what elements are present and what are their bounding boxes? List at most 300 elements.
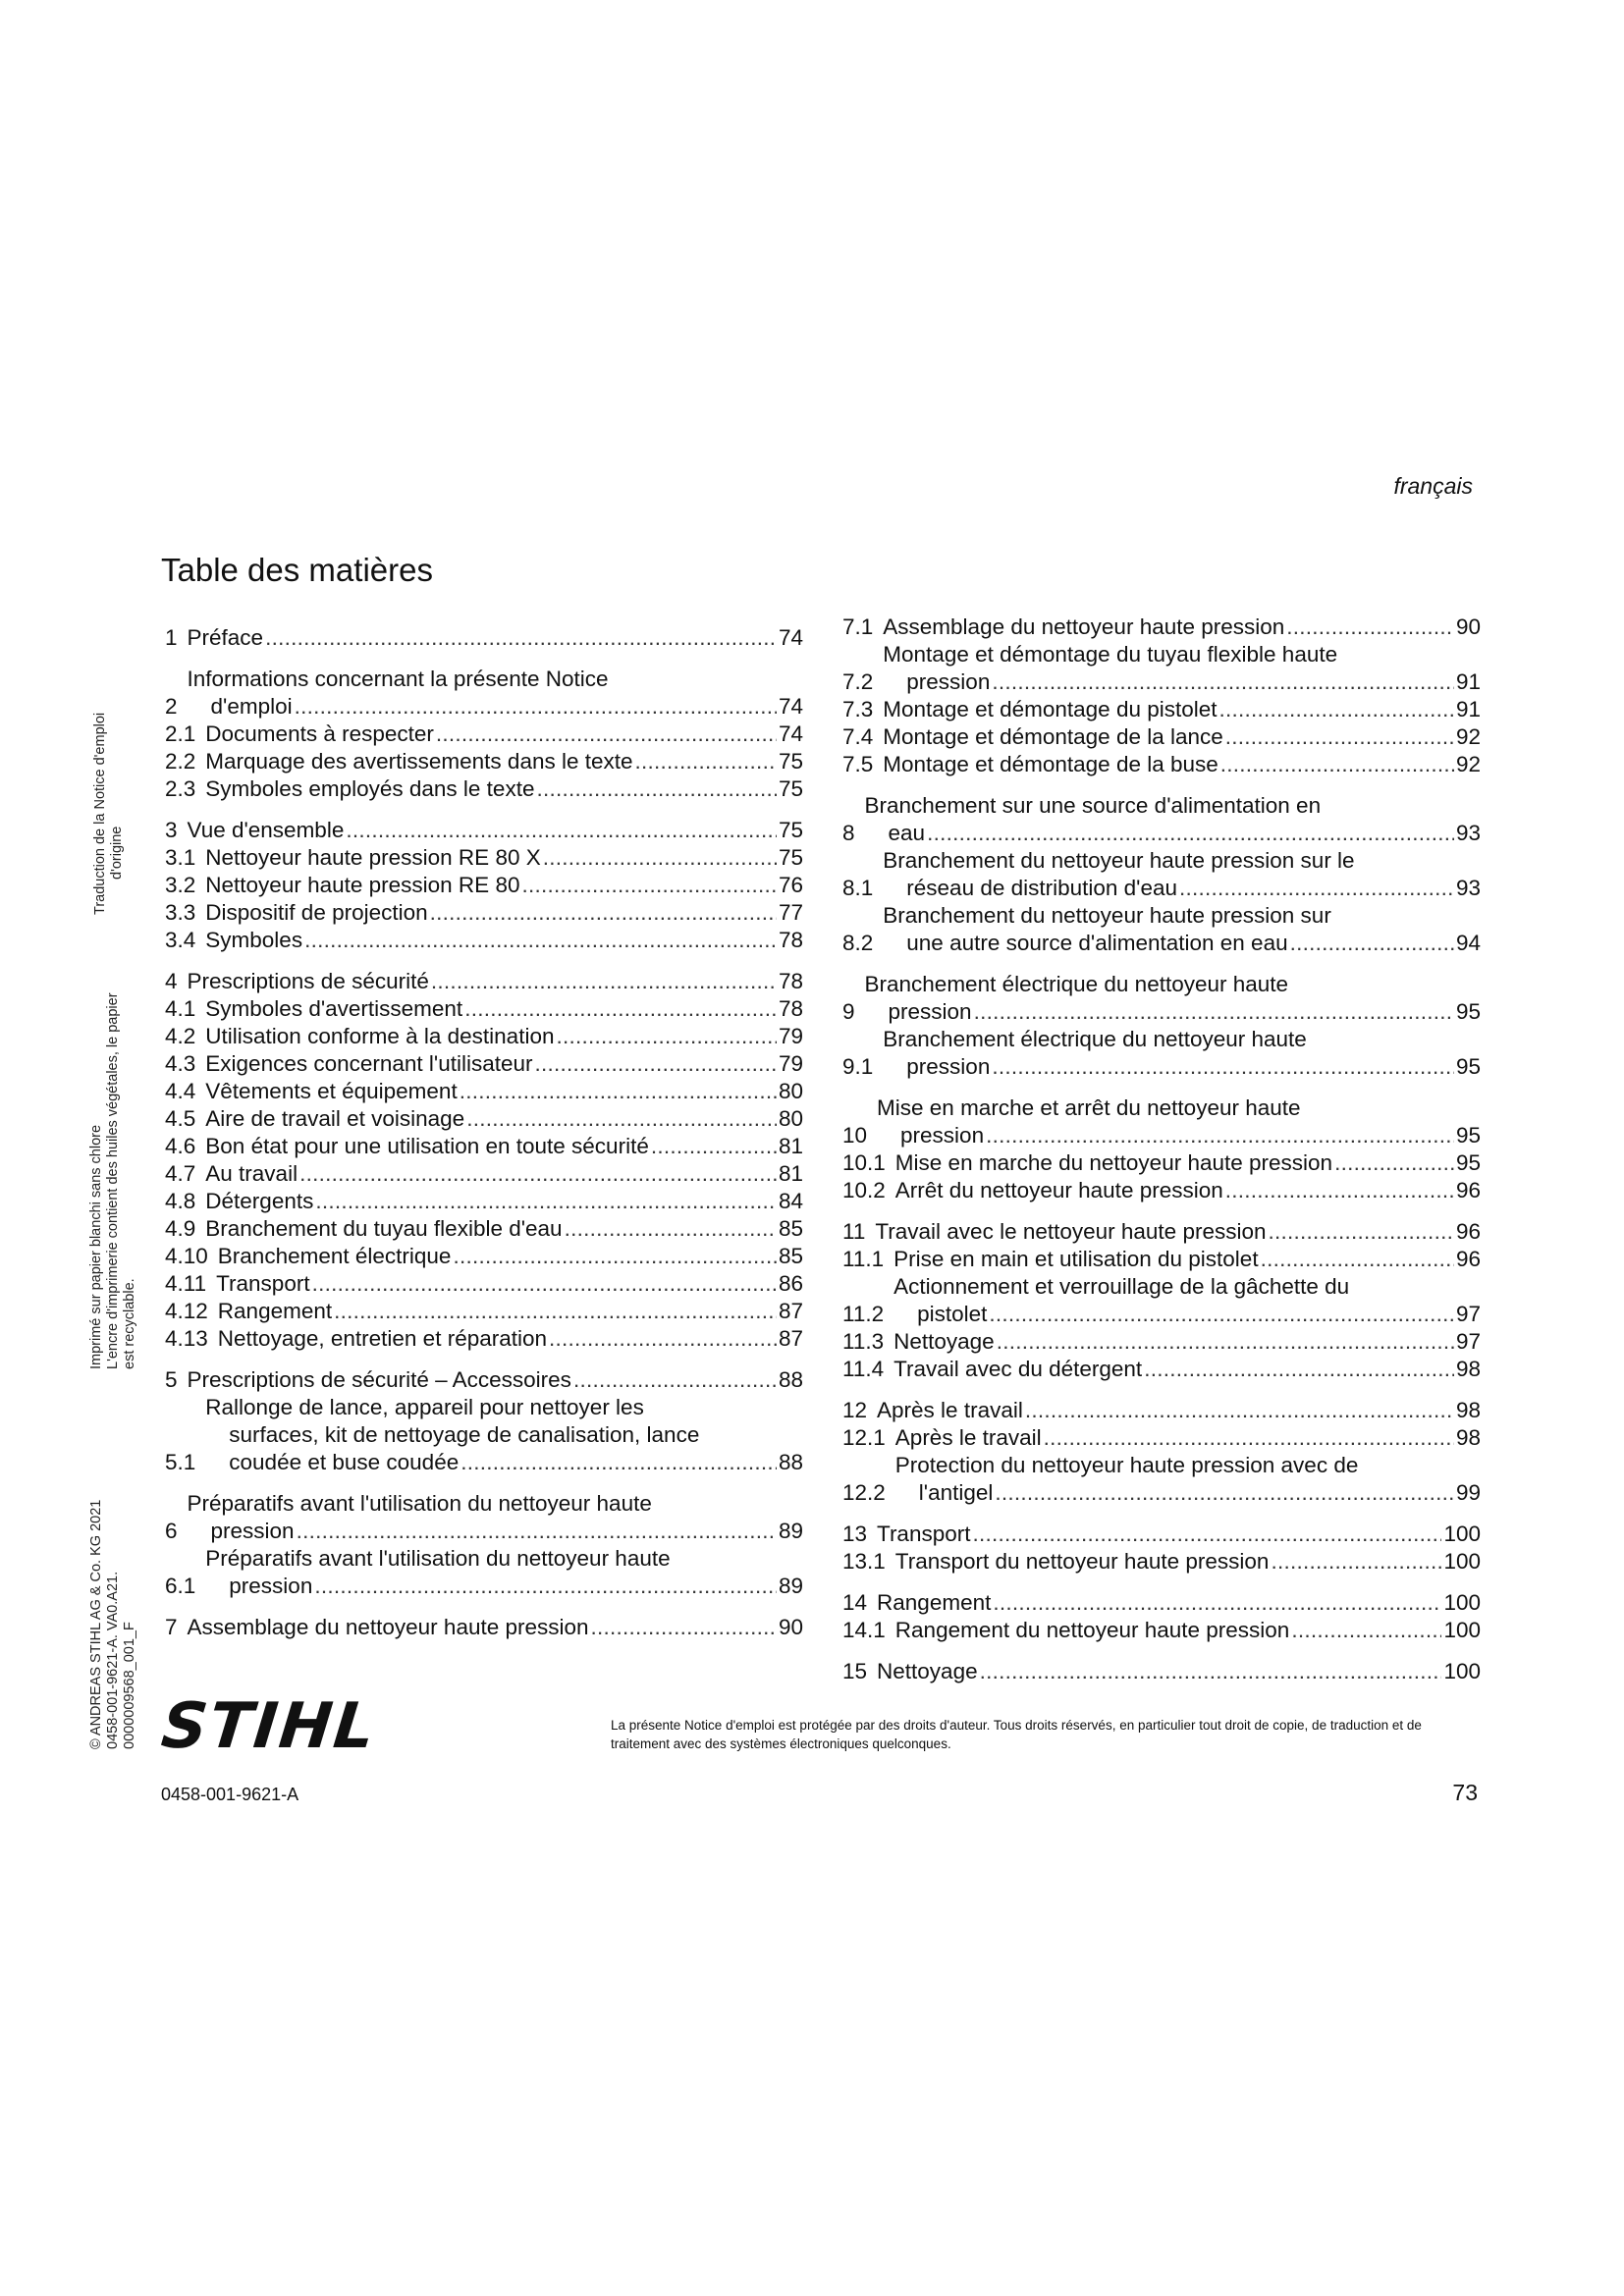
toc-entry-number: 3.2 (165, 873, 196, 897)
toc-entry (842, 1177, 1481, 1204)
toc-leader-dots (535, 1050, 777, 1078)
toc-leader-dots (974, 998, 1454, 1026)
toc-entry (165, 624, 803, 652)
toc-entry-title: Transport (216, 1271, 310, 1296)
toc-entry-number: 4.12 (165, 1299, 208, 1323)
toc-leader-dots (543, 844, 777, 872)
toc-entry (842, 1246, 1481, 1273)
toc-entry-page: 78 (778, 928, 803, 952)
toc-entry-title: Montage et démontage de la buse (883, 752, 1218, 776)
toc-entry-page: 94 (1455, 931, 1481, 955)
toc-entry-page: 97 (1455, 1302, 1481, 1326)
toc-entry-page: 95 (1455, 1054, 1481, 1079)
toc-entry-title: Branchement électrique (217, 1244, 452, 1268)
toc-entry (165, 1325, 803, 1353)
toc-entry-number: 4 (165, 969, 178, 993)
toc-leader-dots (460, 1078, 777, 1105)
toc-entry-number: 11 (842, 1219, 866, 1244)
toc-entry (842, 1328, 1481, 1356)
toc-entry-title: pression (210, 1519, 295, 1543)
toc-entry-page: 90 (1455, 614, 1481, 639)
toc-leader-dots (453, 1243, 777, 1270)
toc-entry-number: 4.8 (165, 1189, 196, 1213)
sidebar-translation-line: d'origine (109, 826, 125, 880)
toc-entry-title: Rallonge de lance, appareil pour nettoyer les (205, 1395, 644, 1419)
toc-entry-page: 87 (778, 1326, 803, 1351)
toc-leader-dots (651, 1133, 777, 1160)
toc-entry (165, 872, 803, 899)
toc-leader-dots (1271, 1548, 1441, 1575)
toc-entry-page: 75 (778, 776, 803, 801)
toc-leader-dots (334, 1298, 777, 1325)
toc-leader-dots (549, 1325, 777, 1353)
toc-entry-number: 7.3 (842, 697, 874, 721)
toc-entry (165, 968, 803, 995)
toc-entry-title: Branchement électrique du nettoyeur haute (864, 972, 1289, 996)
toc-entry-number: 4.10 (165, 1244, 208, 1268)
toc-entry-title: Nettoyeur haute pression RE 80 X (205, 845, 541, 870)
toc-entry-title: une autre source d'alimentation en eau (906, 931, 1288, 955)
toc-entry (842, 1218, 1481, 1246)
sidebar-copyright-note (88, 1500, 138, 1749)
toc-entry-page: 91 (1455, 669, 1481, 694)
sidebar-paper-line: Imprimé sur papier blanchi sans chlore (88, 1124, 104, 1369)
toc-entry-number: 4.9 (165, 1216, 196, 1241)
toc-entry-page: 93 (1455, 821, 1481, 845)
toc-entry-number: 11.2 (842, 1302, 885, 1326)
toc-entry (842, 1149, 1481, 1177)
toc-entry-title: Protection du nettoyeur haute pression avec de (894, 1453, 1359, 1477)
toc-entry-page: 95 (1455, 999, 1481, 1024)
toc-entry-page: 96 (1455, 1247, 1481, 1271)
toc-entry-page: 91 (1455, 697, 1481, 721)
toc-entry-page: 96 (1455, 1178, 1481, 1202)
toc-entry-title: Branchement du nettoyeur haute pression sur le (883, 848, 1355, 873)
toc-entry-title: Branchement du tuyau flexible d'eau (205, 1216, 563, 1241)
toc-leader-dots (1225, 1177, 1454, 1204)
toc-entry (165, 1023, 803, 1050)
toc-entry-title: Préparatifs avant l'utilisation du nettoyeur haute (187, 1491, 652, 1516)
toc-entry-page: 98 (1455, 1425, 1481, 1450)
toc-entry-title: pression (906, 1054, 991, 1079)
toc-leader-dots (1179, 875, 1454, 902)
toc-entry-number: 14 (842, 1590, 868, 1615)
toc-leader-dots (295, 693, 777, 721)
toc-entry-number: 9 (842, 999, 855, 1024)
toc-entry-page: 76 (778, 873, 803, 897)
toc-entry-title: pistolet (917, 1302, 988, 1326)
toc-leader-dots (556, 1023, 776, 1050)
toc-leader-dots (565, 1215, 777, 1243)
toc-entry-number: 7.2 (842, 669, 874, 694)
toc-entry (842, 1521, 1481, 1548)
toc-leader-dots (1290, 930, 1454, 957)
toc-leader-dots (927, 820, 1454, 847)
toc-entry (165, 1394, 803, 1476)
toc-entry-page: 95 (1455, 1150, 1481, 1175)
document-reference: 0458-001-9621-A (161, 1785, 299, 1804)
toc-entry-page: 74 (778, 694, 803, 719)
toc-entry-title: pression (229, 1574, 313, 1598)
toc-leader-dots (265, 624, 777, 652)
toc-entry-title: réseau de distribution d'eau (906, 876, 1178, 900)
toc-entry-page: 90 (778, 1615, 803, 1639)
toc-entry (842, 971, 1481, 1026)
toc-leader-dots (591, 1614, 777, 1641)
toc-entry (165, 1105, 803, 1133)
toc-entry (165, 1366, 803, 1394)
toc-entry-number: 10.2 (842, 1178, 886, 1202)
toc-entry-title: Documents à respecter (205, 721, 434, 746)
toc-entry-number: 7.4 (842, 724, 874, 749)
toc-entry-number: 7 (165, 1615, 178, 1639)
toc-entry-title: Prescriptions de sécurité – Accessoires (187, 1367, 571, 1392)
toc-entry-title: pression (888, 999, 972, 1024)
toc-entry-page: 81 (778, 1134, 803, 1158)
toc-entry-title: Branchement électrique du nettoyeur haute (883, 1027, 1307, 1051)
toc-leader-dots (430, 899, 777, 927)
toc-entry-title: Transport (877, 1522, 971, 1546)
toc-entry (842, 847, 1481, 902)
toc-entry-number: 7.1 (842, 614, 874, 639)
toc-entry-title: Branchement du nettoyeur haute pression sur (883, 903, 1331, 928)
toc-entry (842, 1617, 1481, 1644)
toc-leader-dots (992, 668, 1454, 696)
toc-left-column (165, 624, 803, 1641)
toc-entry-number: 8.1 (842, 876, 874, 900)
copyright-notice: La présente Notice d'emploi est protégée par des droits d'auteur. Tous droits réservés, en particulier tout droit de copie, de traduction et de traitement avec des systèmes électroniques quelconques. (611, 1718, 1422, 1751)
toc-entry-title: Nettoyage (893, 1329, 995, 1354)
toc-entry-page: 85 (778, 1216, 803, 1241)
toc-entry-page: 81 (778, 1161, 803, 1186)
toc-entry-title: Au travail (205, 1161, 298, 1186)
toc-leader-dots (980, 1658, 1442, 1685)
toc-entry (165, 775, 803, 803)
toc-entry-number: 10 (842, 1123, 868, 1148)
toc-entry-page: 92 (1455, 752, 1481, 776)
toc-entry (842, 614, 1481, 641)
toc-entry-page: 88 (778, 1450, 803, 1474)
toc-entry-title: Mise en marche du nettoyeur haute pression (894, 1150, 1333, 1175)
toc-entry-number: 13.1 (842, 1549, 886, 1574)
toc-entry-title: Préparatifs avant l'utilisation du nettoyeur haute (205, 1546, 671, 1571)
toc-entry (842, 723, 1481, 751)
toc-entry-title: Montage et démontage du pistolet (883, 697, 1218, 721)
toc-entry-number: 2.3 (165, 776, 196, 801)
toc-entry-title: Symboles (205, 928, 303, 952)
toc-entry-title: Symboles d'avertissement (205, 996, 463, 1021)
toc-entry-number: 4.13 (165, 1326, 208, 1351)
toc-entry-page: 100 (1443, 1549, 1481, 1574)
toc-entry-page: 96 (1455, 1219, 1481, 1244)
toc-entry-page: 74 (778, 721, 803, 746)
toc-entry (842, 641, 1481, 696)
toc-entry-title: surfaces, kit de nettoyage de canalisation, lance (229, 1422, 700, 1447)
toc-entry-title: Exigences concernant l'utilisateur (205, 1051, 533, 1076)
sidebar-paper-note (88, 992, 138, 1369)
toc-entry-page: 84 (778, 1189, 803, 1213)
toc-entry-title: Transport du nettoyeur haute pression (894, 1549, 1270, 1574)
toc-entry-page: 78 (778, 996, 803, 1021)
toc-entry-page: 75 (778, 749, 803, 774)
page-number: 73 (1452, 1780, 1478, 1805)
toc-entry-title: pression (900, 1123, 985, 1148)
toc-entry-title: Actionnement et verrouillage de la gâchette du (893, 1274, 1350, 1299)
toc-entry-number: 5 (165, 1367, 178, 1392)
toc-entry-title: Montage et démontage de la lance (883, 724, 1223, 749)
toc-entry (165, 1160, 803, 1188)
toc-entry-title: Bon état pour une utilisation en toute sécurité (205, 1134, 649, 1158)
toc-entry-number: 12.2 (842, 1480, 886, 1505)
toc-entry-number: 2 (165, 694, 178, 719)
toc-leader-dots (1261, 1246, 1454, 1273)
toc-entry-number: 4.11 (165, 1271, 207, 1296)
toc-entry (842, 1026, 1481, 1081)
toc-entry-title: Nettoyeur haute pression RE 80 (205, 873, 520, 897)
toc-entry-page: 79 (778, 1024, 803, 1048)
toc-right-column (842, 614, 1481, 1685)
toc-entry-title: Montage et démontage du tuyau flexible haute (883, 642, 1338, 667)
toc-entry-title: l'antigel (918, 1480, 994, 1505)
sidebar-translation-line: Traduction de la Notice d'emploi (92, 712, 108, 915)
toc-entry-title: Assemblage du nettoyeur haute pression (187, 1615, 589, 1639)
toc-leader-dots (299, 1160, 777, 1188)
toc-entry (842, 792, 1481, 847)
toc-leader-dots (992, 1053, 1454, 1081)
toc-entry (165, 1270, 803, 1298)
toc-entry-page: 88 (778, 1367, 803, 1392)
toc-entry-title: Nettoyage, entretien et réparation (217, 1326, 548, 1351)
toc-entry-title: Prescriptions de sécurité (187, 969, 429, 993)
toc-entry-page: 78 (778, 969, 803, 993)
toc-entry-number: 1 (165, 625, 178, 650)
toc-entry-title: Marquage des avertissements dans le texte (205, 749, 633, 774)
toc-entry-number: 8 (842, 821, 855, 845)
toc-entry (165, 1545, 803, 1600)
toc-entry-page: 97 (1455, 1329, 1481, 1354)
toc-leader-dots (431, 968, 777, 995)
sidebar-translation-note (92, 713, 126, 915)
toc-leader-dots (464, 995, 777, 1023)
stihl-logo: STIHL (158, 1690, 380, 1763)
toc-entry-number: 3.1 (165, 845, 196, 870)
toc-leader-dots (315, 1188, 777, 1215)
sidebar-copyright-line: © ANDREAS STIHL AG & Co. KG 2021 (88, 1499, 104, 1749)
toc-entry-number: 5.1 (165, 1450, 196, 1474)
toc-leader-dots (635, 748, 777, 775)
toc-entry-title: d'emploi (210, 694, 293, 719)
toc-entry (165, 1490, 803, 1545)
toc-entry-title: coudée et buse coudée (229, 1450, 460, 1474)
toc-entry-number: 6.1 (165, 1574, 196, 1598)
toc-entry-number: 4.7 (165, 1161, 196, 1186)
toc-entry (842, 1452, 1481, 1507)
toc-entry-page: 77 (778, 900, 803, 925)
toc-entry-title: Détergents (205, 1189, 314, 1213)
toc-entry-title: Symboles employés dans le texte (205, 776, 535, 801)
toc-entry-number: 6 (165, 1519, 178, 1543)
toc-entry-title: Travail avec du détergent (893, 1357, 1143, 1381)
toc-entry (842, 1548, 1481, 1575)
toc-entry-page: 100 (1443, 1590, 1481, 1615)
toc-entry (165, 817, 803, 844)
toc-leader-dots (1286, 614, 1454, 641)
toc-leader-dots (573, 1366, 777, 1394)
sidebar-copyright-line: 0458-001-9621-A. VA0.A21. (105, 1571, 121, 1749)
toc-entry-number: 11.1 (842, 1247, 885, 1271)
toc-entry (165, 748, 803, 775)
toc-entry (842, 1424, 1481, 1452)
toc-entry-title: Utilisation conforme à la destination (205, 1024, 555, 1048)
toc-entry (165, 1188, 803, 1215)
toc-entry (842, 1589, 1481, 1617)
sidebar-paper-line: est recyclable. (122, 1278, 137, 1369)
toc-entry-page: 98 (1455, 1398, 1481, 1422)
toc-entry-number: 4.2 (165, 1024, 196, 1048)
toc-entry-title: Assemblage du nettoyeur haute pression (883, 614, 1285, 639)
toc-entry-title: Arrêt du nettoyeur haute pression (894, 1178, 1223, 1202)
toc-leader-dots (995, 1479, 1454, 1507)
toc-entry-title: Après le travail (894, 1425, 1042, 1450)
toc-entry-title: Branchement sur une source d'alimentation en (864, 793, 1322, 818)
toc-entry-title: Mise en marche et arrêt du nettoyeur haute (877, 1095, 1301, 1120)
toc-leader-dots (1144, 1356, 1454, 1383)
toc-leader-dots (521, 872, 777, 899)
toc-leader-dots (460, 1449, 777, 1476)
toc-entry-number: 14.1 (842, 1618, 886, 1642)
toc-leader-dots (986, 1122, 1454, 1149)
toc-entry-title: Dispositif de projection (205, 900, 428, 925)
toc-entry-number: 10.1 (842, 1150, 886, 1175)
toc-entry-title: Préface (187, 625, 264, 650)
toc-entry-page: 89 (778, 1519, 803, 1543)
toc-leader-dots (1269, 1218, 1454, 1246)
page-title: Table des matières (161, 552, 433, 589)
toc-entry (165, 1215, 803, 1243)
toc-entry-number: 3.3 (165, 900, 196, 925)
toc-entry (165, 721, 803, 748)
toc-leader-dots (304, 927, 777, 954)
toc-entry-number: 11.3 (842, 1329, 885, 1354)
toc-entry-number: 2.2 (165, 749, 196, 774)
toc-entry-number: 7.5 (842, 752, 874, 776)
toc-entry-number: 12 (842, 1398, 868, 1422)
language-label: français (1393, 473, 1473, 499)
toc-entry-title: Vue d'ensemble (187, 818, 345, 842)
toc-leader-dots (989, 1301, 1454, 1328)
toc-entry (165, 1614, 803, 1641)
toc-entry-title: Vêtements et équipement (205, 1079, 458, 1103)
toc-entry (842, 751, 1481, 778)
toc-entry-number: 2.1 (165, 721, 196, 746)
toc-leader-dots (997, 1328, 1454, 1356)
toc-leader-dots (346, 817, 777, 844)
toc-entry-page: 80 (778, 1079, 803, 1103)
toc-entry (165, 1078, 803, 1105)
toc-entry-page: 100 (1443, 1618, 1481, 1642)
toc-entry-title: Rangement du nettoyeur haute pression (894, 1618, 1290, 1642)
toc-entry (165, 844, 803, 872)
toc-entry (842, 1356, 1481, 1383)
toc-entry-number: 4.6 (165, 1134, 196, 1158)
toc-entry-title: Rangement (877, 1590, 992, 1615)
toc-entry-number: 12.1 (842, 1425, 886, 1450)
toc-entry (165, 1050, 803, 1078)
toc-entry (165, 995, 803, 1023)
toc-entry (842, 1397, 1481, 1424)
toc-leader-dots (314, 1573, 777, 1600)
toc-entry-number: 4.4 (165, 1079, 196, 1103)
toc-entry-number: 9.1 (842, 1054, 874, 1079)
toc-leader-dots (466, 1105, 777, 1133)
toc-entry (842, 1658, 1481, 1685)
toc-entry-page: 85 (778, 1244, 803, 1268)
toc-entry-page: 79 (778, 1051, 803, 1076)
toc-entry (842, 902, 1481, 957)
toc-leader-dots (1334, 1149, 1454, 1177)
toc-entry-page: 86 (778, 1271, 803, 1296)
toc-entry-title: Après le travail (877, 1398, 1023, 1422)
toc-leader-dots (436, 721, 777, 748)
toc-entry-number: 4.1 (165, 996, 196, 1021)
toc-entry-page: 98 (1455, 1357, 1481, 1381)
toc-entry (842, 1095, 1481, 1149)
toc-entry-title: Prise en main et utilisation du pistolet (893, 1247, 1259, 1271)
toc-entry-page: 75 (778, 845, 803, 870)
sidebar-paper-line: L'encre d'imprimerie contient des huiles végétales, le papier (105, 992, 121, 1369)
toc-entry-number: 11.4 (842, 1357, 885, 1381)
toc-entry-title: Informations concernant la présente Notice (187, 667, 609, 691)
sidebar-copyright-line: 0000009568_001_F (122, 1622, 137, 1749)
toc-entry-number: 3.4 (165, 928, 196, 952)
toc-entry-page: 87 (778, 1299, 803, 1323)
toc-entry-number: 8.2 (842, 931, 874, 955)
toc-entry (165, 899, 803, 927)
toc-leader-dots (1044, 1424, 1454, 1452)
toc-entry-title: Travail avec le nettoyeur haute pression (875, 1219, 1267, 1244)
toc-entry (165, 1133, 803, 1160)
toc-entry-page: 95 (1455, 1123, 1481, 1148)
toc-entry (165, 927, 803, 954)
toc-entry-title: Rangement (217, 1299, 333, 1323)
toc-leader-dots (297, 1518, 777, 1545)
toc-entry-page: 100 (1443, 1522, 1481, 1546)
toc-entry-title: Aire de travail et voisinage (205, 1106, 465, 1131)
toc-entry-number: 4.5 (165, 1106, 196, 1131)
toc-leader-dots (312, 1270, 777, 1298)
toc-entry-page: 74 (778, 625, 803, 650)
toc-entry-page: 80 (778, 1106, 803, 1131)
toc-entry (165, 666, 803, 721)
toc-entry-page: 93 (1455, 876, 1481, 900)
toc-entry-page: 89 (778, 1574, 803, 1598)
toc-entry-page: 100 (1443, 1659, 1481, 1683)
toc-entry-number: 13 (842, 1522, 868, 1546)
toc-entry (842, 696, 1481, 723)
toc-entry-number: 15 (842, 1659, 868, 1683)
toc-entry-page: 75 (778, 818, 803, 842)
toc-entry-title: eau (888, 821, 926, 845)
toc-entry (165, 1243, 803, 1270)
toc-entry (165, 1298, 803, 1325)
toc-entry (842, 1273, 1481, 1328)
toc-entry-title: pression (906, 669, 991, 694)
toc-leader-dots (1219, 696, 1454, 723)
toc-entry-title: Nettoyage (877, 1659, 978, 1683)
toc-entry-number: 4.3 (165, 1051, 196, 1076)
toc-leader-dots (536, 775, 777, 803)
toc-leader-dots (1025, 1397, 1454, 1424)
